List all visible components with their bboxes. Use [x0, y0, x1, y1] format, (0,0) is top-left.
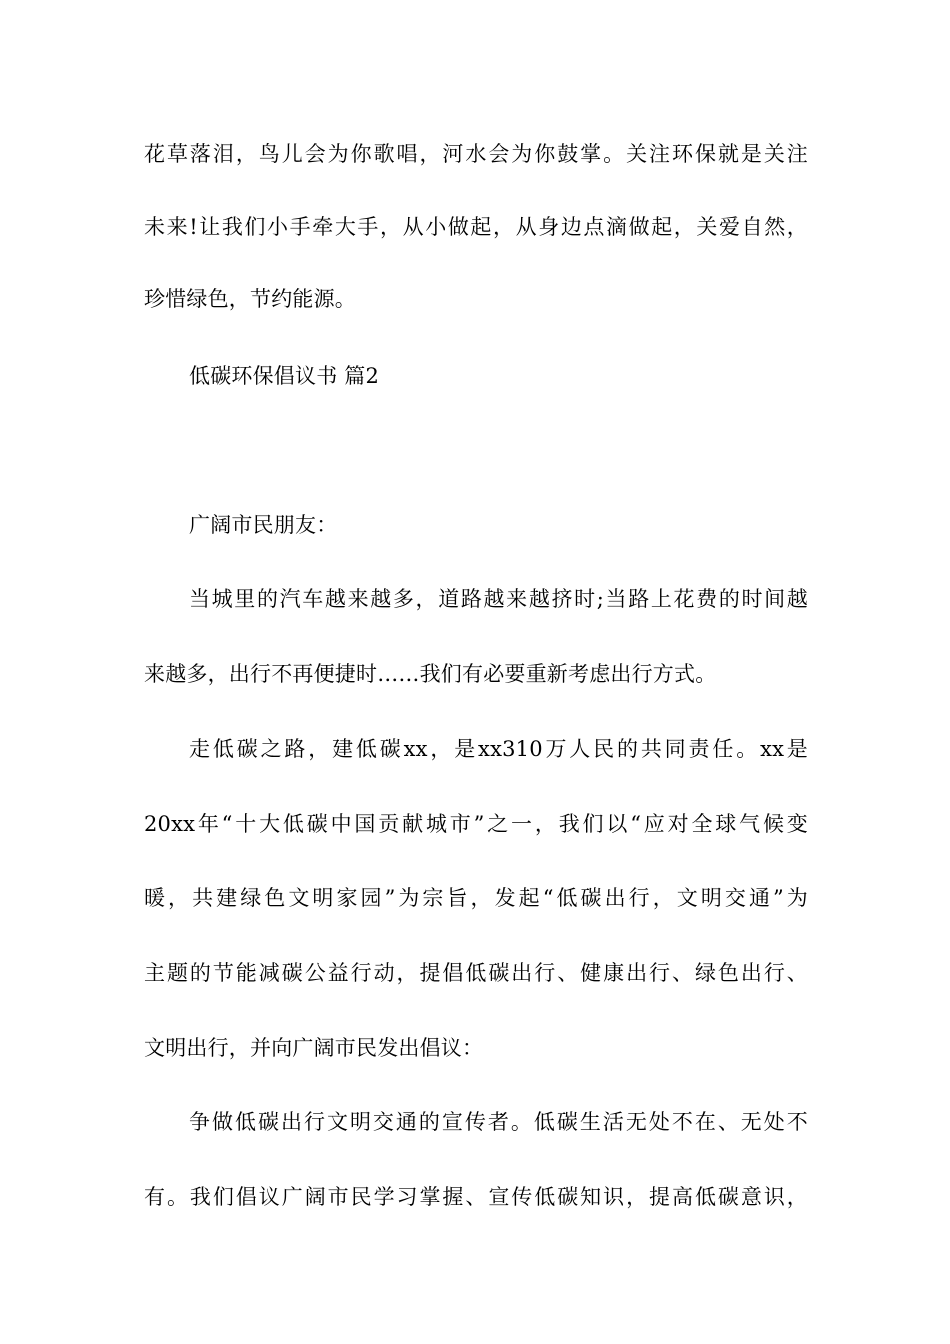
paragraph-line: 当城里的汽车越来越多，道路越来越挤时;当路上花费的时间越 [189, 587, 808, 611]
paragraph-line: 未来!让我们小手牵大手，从小做起，从身边点滴做起，关爱自然， [144, 215, 808, 239]
paragraph-line: 珍惜绿色，节约能源。 [144, 287, 356, 311]
paragraph-line: 文明出行，并向广阔市民发出倡议： [144, 1036, 484, 1060]
paragraph-line: 有。我们倡议广阔市民学习掌握、宣传低碳知识，提高低碳意识， [144, 1185, 808, 1209]
paragraph-line: 争做低碳出行文明交通的宣传者。低碳生活无处不在、无处不 [189, 1110, 808, 1134]
paragraph-line: 来越多，出行不再便捷时……我们有必要重新考虑出行方式。 [144, 662, 717, 686]
paragraph-line: 暖，共建绿色文明家园”为宗旨，发起“低碳出行，文明交通”为 [144, 886, 808, 910]
paragraph-line: 主题的节能减碳公益行动，提倡低碳出行、健康出行、绿色出行、 [144, 961, 808, 985]
paragraph-line: 20xx年“十大低碳中国贡献城市”之一，我们以“应对全球气候变 [144, 812, 808, 836]
paragraph-line: 走低碳之路，建低碳xx，是xx310万人民的共同责任。xx是 [189, 737, 808, 761]
salutation: 广阔市民朋友： [189, 513, 338, 537]
section-heading: 低碳环保倡议书 篇2 [189, 364, 380, 388]
paragraph-line: 花草落泪，鸟儿会为你歌唱，河水会为你鼓掌。关注环保就是关注 [144, 142, 808, 166]
